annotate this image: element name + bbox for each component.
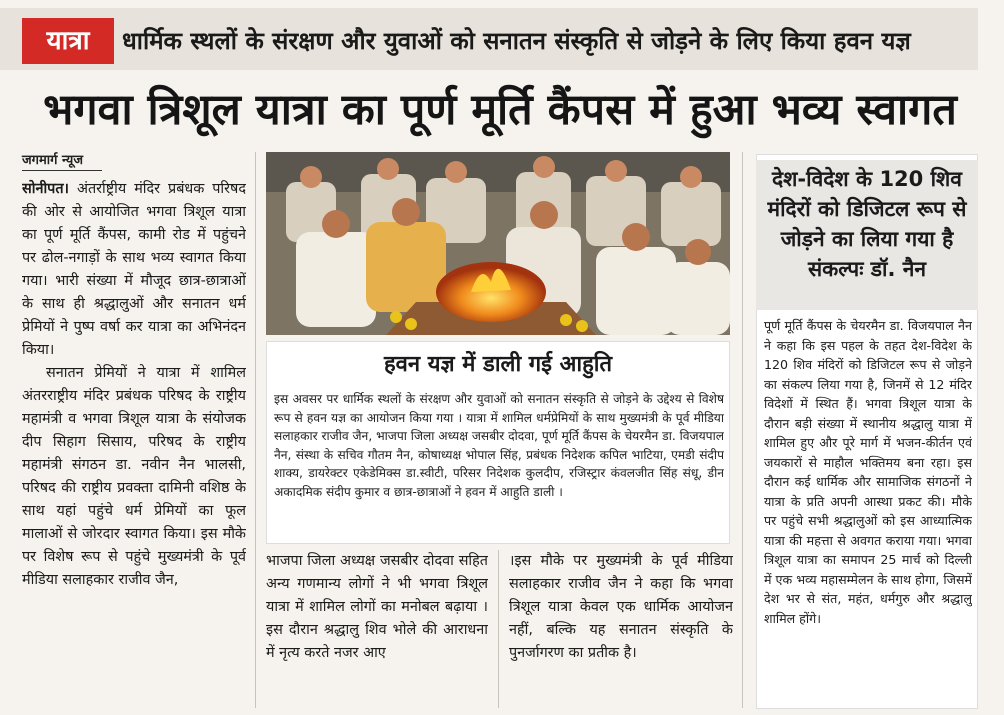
main-headline: भगवा त्रिशूल यात्रा का पूर्ण मूर्ति कैंपस में हुआ भव्य स्वागत bbox=[43, 85, 957, 135]
photo-illustration bbox=[266, 152, 730, 335]
article-left-column bbox=[22, 178, 246, 708]
article-middle-column-2: ।इस मौके पर मुख्यमंत्री के पूर्व मीडिया सलाहकार राजीव जैन ने कहा कि भगवा त्रिशूल यात्रा केवल एक धार्मिक आयोजन नहीं, बल्कि यह सनातन संस्कृति के पुनर्जागरण का प्रतीक है। bbox=[509, 553, 733, 661]
article-middle-column-1: भाजपा जिला अध्यक्ष जसबीर दोदवा सहित अन्य गणमान्य लोगों ने भी भगवा त्रिशूल यात्रा में शामिल लोगों का मनोबल बढ़ाया । इस दौरान श्रद्धालु शिव भोले की आराधना में नृत्य करते नजर आए bbox=[266, 553, 488, 661]
byline: जगमार्ग न्यूज bbox=[22, 152, 102, 171]
article-paragraph: अंतर्राष्ट्रीय मंदिर प्रबंधक परिषद की ओर से आयोजित भगवा त्रिशूल यात्रा का पूर्ण मूर्ति कैंपस, कामी रोड में पहुंचने पर ढोल-नगाड़ों के साथ भव्य स्वागत किया गया। भारी संख्या में मौजूद छात्र-छात्राओं के साथ ही श्रद्धालुओं और सनातन धर्म प्रेमियों ने पुष्प वर्षा कर यात्रा का अभिनंदन किया। bbox=[22, 181, 246, 358]
dateline: सोनीपत। bbox=[22, 181, 70, 197]
sidebar-text: पूर्ण मूर्ति कैंपस के चेयरमैन डा. विजयपाल नैन ने कहा कि इस पहल के तहत देश-विदेश के 120 शिव मंदिरों को डिजिटल रूप से जोड़ने का संकल्प लिया गया है, जिनमें से 12 मंदिर विदेशों में स्थित हैं। भगवा त्रिशूल यात्रा के दौरान बड़ी संख्या में स्थानीय श्रद्धालु यात्रा में शामिल हुए और पूरे मार्ग में भजन-कीर्तन एवं जयकारों से माहौल भक्तिमय बना रहा। इस दौरान कई धार्मिक और सामाजिक संगठनों ने यात्रा के प्रति अपनी आस्था प्रकट की। मौके पर पहुंचे सभी श्रद्धालुओं को इस आध्यात्मिक यात्रा की महत्ता से अवगत कराया गया। भगवा त्रिशूल यात्रा का समापन 25 मार्च को दिल्ली में एक भव्य महासम्मेलन के साथ होगा, जिसमें देश भर से संत, महंत, धर्मगुरु और श्रद्धालु शामिल होंगे। bbox=[764, 318, 972, 626]
column-divider bbox=[498, 550, 499, 708]
column-divider bbox=[255, 152, 256, 708]
section-tag: यात्रा bbox=[22, 18, 114, 64]
caption-text: इस अवसर पर धार्मिक स्थलों के संरक्षण और युवाओं को सनातन संस्कृति से जोड़ने के उद्देश्य से विशेष रूप से हवन यज्ञ का आयोजन किया गया । यात्रा में शामिल धर्मप्रेमियों के साथ मुख्यमंत्री के पूर्व मीडिया सलाहकार राजीव जैन, भाजपा जिला अध्यक्ष जसबीर दोदवा, पूर्ण मूर्ति कैंपस के चेयरमैन डा. विजयपाल नैन, संस्था के सचिव गौतम नैन, कोषाध्यक्ष भोपाल सिंह, प्रबंधक निदेशक कपिल भाटिया, एमडी संदीप शाक्य, डायरेक्टर एकेडेमिक्स डा.स्वीटी, परिसर निदेशक कुलदीप, रजिस्ट्रार कंवलजीत सिंह संधू, डीन अकादमिक संदीप कुमार व छात्र-छात्राओं ने हवन में आहुति डाली । bbox=[274, 392, 724, 499]
caption-title: हवन यज्ञ में डाली गई आहुति bbox=[383, 352, 613, 377]
article-paragraph: सनातन प्रेमियों ने यात्रा में शामिल अंतरराष्ट्रीय मंदिर प्रबंधक परिषद के राष्ट्रीय महामंत्री व भगवा त्रिशूल यात्रा के संयोजक दीप सिहाग सिसाय, परिषद के राष्ट्रीय महामंत्री संगठन डा. नवीन नैन भालसी, परिषद की राष्ट्रीय प्रवक्ता दामिनी वशिष्ठ के साथ यहां पहुंचे धर्म प्रेमियों का फूल मालाओं से जोरदार स्वागत किया। इस मौके पर विशेष रूप से पहुंचे मुख्यमंत्री के पूर्व मीडिया सलाहकार राजीव जैन, bbox=[22, 365, 246, 588]
sidebar-headline: देश-विदेश के 120 शिव मंदिरों को डिजिटल रूप से जोड़ने का लिया गया है संकल्पः डॉ. नैन bbox=[756, 160, 978, 310]
kicker-headline: धार्मिक स्थलों के संरक्षण और युवाओं को सनातन संस्कृति से जोड़ने के लिए किया हवन यज्ञ bbox=[122, 27, 911, 55]
havan-photo bbox=[266, 152, 730, 335]
column-divider bbox=[742, 152, 743, 708]
